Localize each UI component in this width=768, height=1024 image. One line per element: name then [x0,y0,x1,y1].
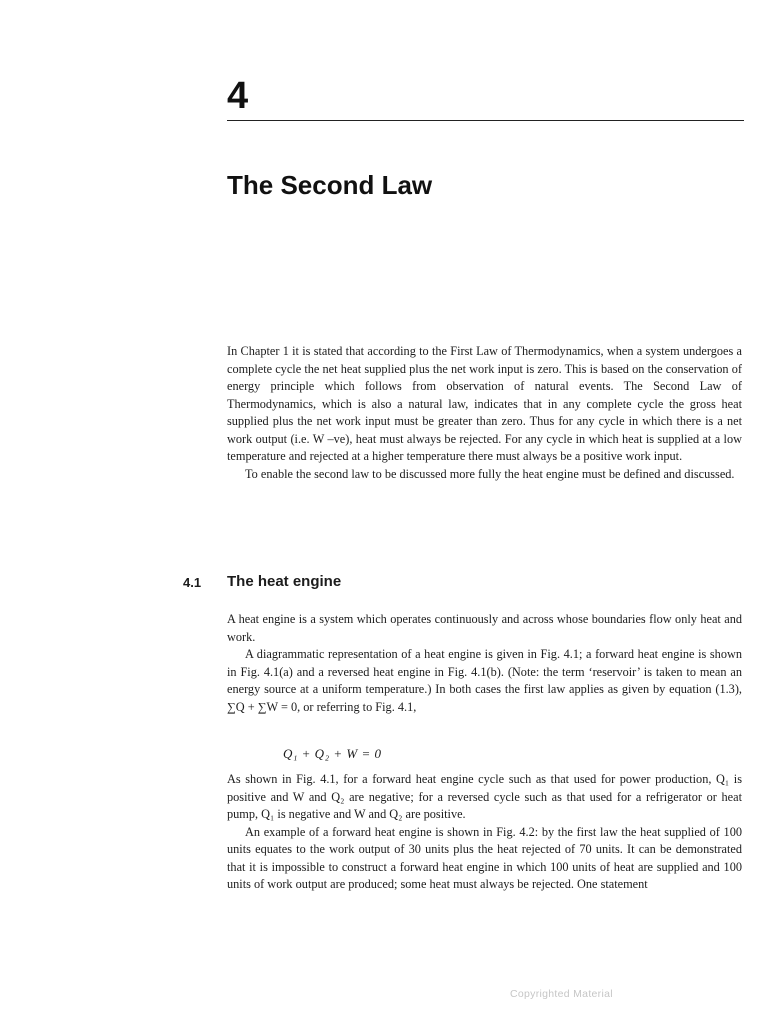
section-paragraph: A diagrammatic representation of a heat engine is given in Fig. 4.1; a forward heat engine is shown in Fig. 4.1(a) and a reversed heat engine in Fig. 4.1(b). (Note: the term ‘reservoir’ is taken to mean an energy source at a uniform temperature.) In both cases the first law applies as given by equation (1.3), ∑Q + ∑W = 0, or referring to Fig. 4.1, [227,647,742,714]
section-text-before-equation [227,611,742,716]
chapter-title: The Second Law [227,170,433,200]
intro-paragraph: To enable the second law to be discussed more fully the heat engine must be defined and discussed. [245,466,735,481]
section-paragraph: As shown in Fig. 4.1, for a forward heat engine cycle such as that used for power production, Q₁ is positive and W and Q₂ are negative; for a reversed cycle such as that used for a refrigerator or heat pump, Q₁ is negative and W and Q₂ are positive. [227,772,742,821]
equation-first-law: Q₁ + Q₂ + W = 0 [283,746,382,761]
section-number: 4.1 [183,575,202,590]
section-paragraph: An example of a forward heat engine is shown in Fig. 4.2: by the first law the heat supplied of 100 units equates to the work output of 30 units plus the heat rejected of 70 units. It can be demonstrated that it is impossible to construct a forward heat engine in which 100 units of heat are supplied and 100 units of work output are produced; some heat must always be rejected. One statement [227,824,742,891]
section-title: The heat engine [227,573,342,590]
intro-paragraph: In Chapter 1 it is stated that according to the First Law of Thermodynamics, when a system undergoes a complete cycle the net heat supplied plus the net work input is zero. This is based on the conservation of energy principle which follows from observation of natural events. The Second Law of Thermodynamics, which is also a natural law, indicates that in any complete cycle the gross heat supplied plus the net work input must be greater than zero. Thus for any cycle in which there is a net work output (i.e. W –ve), heat must always be rejected. For any cycle in which heat is supplied at a low temperature and rejected at a higher temperature there must always be a positive work input. [227,344,742,463]
intro-text [227,343,742,483]
chapter-number: 4 [227,75,249,117]
chapter-rule [227,120,744,121]
section-paragraph: A heat engine is a system which operates continuously and across whose boundaries flow only heat and work. [227,612,742,644]
copyright-watermark: Copyrighted Material [510,988,613,1000]
section-text-after-equation [227,771,742,894]
